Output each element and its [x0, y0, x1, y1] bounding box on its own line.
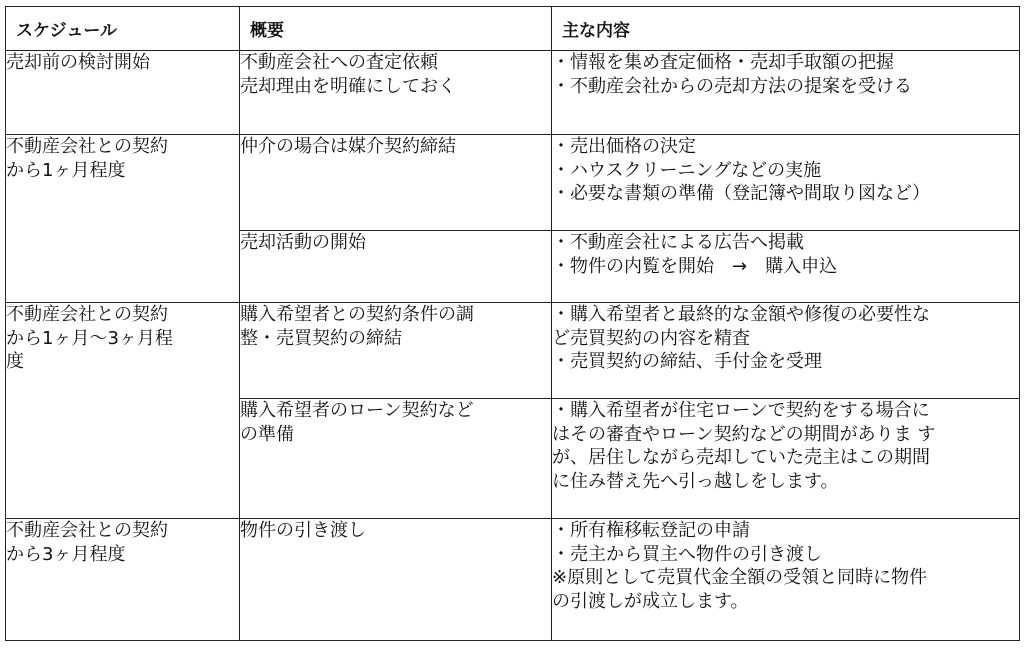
summary-cell: 物件の引き渡し [240, 519, 552, 641]
schedule-cell: 売却前の検討開始 [6, 51, 240, 135]
schedule-cell: 不動産会社との契約 から3ヶ月程度 [6, 519, 240, 641]
content-cell: ・購入希望者が住宅ローンで契約をする場合に はその審査やローン契約などの期間がありま す が、居住しながら売却していた売主はこの期間 に住み替え先へ引っ越しをします。 [552, 399, 1020, 519]
table-row [6, 519, 1020, 641]
header-row [6, 7, 1020, 51]
content-cell: ・所有権移転登記の申請 ・売主から買主へ物件の引き渡し ※原則として売買代金全額の受領と同時に物件 の引渡しが成立します。 [552, 519, 1020, 641]
content-cell: ・不動産会社による広告へ掲載 ・物件の内覧を開始 → 購入申込 [552, 231, 1020, 303]
summary-cell: 購入希望者との契約条件の調 整・売買契約の締結 [240, 303, 552, 399]
content-cell: ・購入希望者と最終的な金額や修復の必要性な ど売買契約の内容を精査 ・売買契約の締結、手付金を受理 [552, 303, 1020, 399]
content-cell: ・売出価格の決定 ・ハウスクリーニングなどの実施 ・必要な書類の準備（登記簿や間取り図など） [552, 135, 1020, 231]
header-schedule: スケジュール [6, 7, 240, 51]
header-content: 主な内容 [552, 7, 1020, 51]
content-cell: ・情報を集め査定価格・売却手取額の把握 ・不動産会社からの売却方法の提案を受ける [552, 51, 1020, 135]
schedule-cell: 不動産会社との契約 から1ヶ月〜3ヶ月程 度 [6, 303, 240, 519]
header-summary: 概要 [240, 7, 552, 51]
table-row [6, 135, 1020, 231]
schedule-table [5, 6, 1020, 641]
table-row [6, 303, 1020, 399]
summary-cell: 仲介の場合は媒介契約締結 [240, 135, 552, 231]
summary-cell: 売却活動の開始 [240, 231, 552, 303]
summary-cell: 不動産会社への査定依頼 売却理由を明確にしておく [240, 51, 552, 135]
summary-cell: 購入希望者のローン契約など の準備 [240, 399, 552, 519]
schedule-cell: 不動産会社との契約 から1ヶ月程度 [6, 135, 240, 303]
table-row [6, 51, 1020, 135]
